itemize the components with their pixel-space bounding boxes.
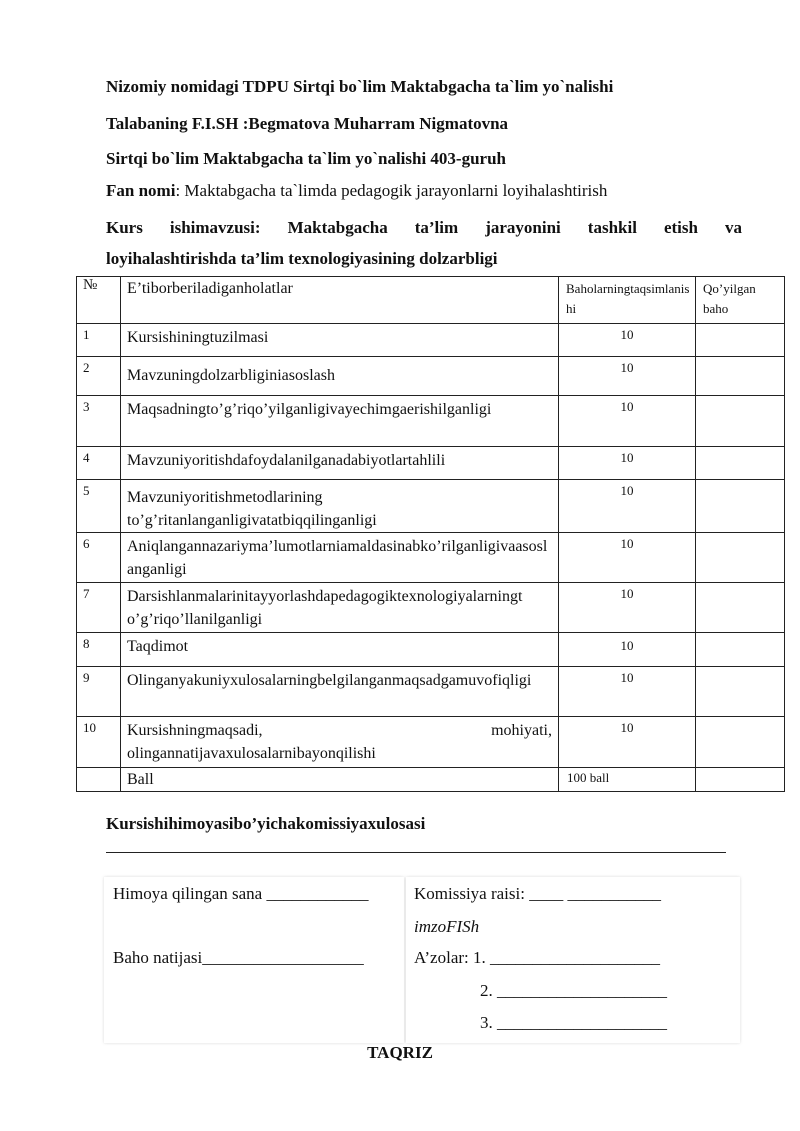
row-score: 10 [559, 396, 696, 447]
row-criteria: Darsishlanmalarinitayyorlashdapedagogiktexnologiyalarningto’g’riqo’llanilganligi [121, 583, 559, 633]
row-given-empty[interactable] [696, 717, 785, 768]
row-given-empty[interactable] [696, 357, 785, 396]
total-row [77, 768, 785, 792]
commission-box [406, 877, 740, 1043]
row-criteria-part2: mohiyati, [491, 722, 552, 739]
table-row [77, 480, 785, 533]
table-row [77, 357, 785, 396]
row-num: 6 [77, 533, 121, 583]
row-score: 10 [559, 324, 696, 357]
subject-value: : Maktabgacha ta`limda pedagogik jarayonlarni loyihalashtirish [175, 181, 608, 200]
row-criteria: Mavzuniyoritishdafoydalanilganadabiyotlartahlili [121, 447, 559, 480]
header-num: № [77, 277, 121, 324]
row-score: 10 [559, 447, 696, 480]
table-row [77, 396, 785, 447]
row-given-empty[interactable] [696, 480, 785, 533]
row-num: 8 [77, 633, 121, 667]
grade-result-field[interactable]: Baho natijasi___________________ [113, 948, 364, 967]
table-row [77, 447, 785, 480]
member-2-field[interactable]: 2. ____________________ [480, 981, 667, 1000]
row-num: 4 [77, 447, 121, 480]
commission-chair-field[interactable]: Komissiya raisi: ____ ___________ [414, 884, 661, 903]
row-criteria-part1: Kursishningmaqsadi, [127, 722, 263, 739]
row-num: 3 [77, 396, 121, 447]
row-given-empty[interactable] [696, 447, 785, 480]
group-line: Sirtqi bo`lim Maktabgacha ta`lim yo`nalishi 403-guruh [106, 149, 507, 168]
header-given: Qo’yilgan baho [696, 277, 785, 324]
total-given-empty[interactable] [696, 768, 785, 792]
table-header-row [77, 277, 785, 324]
row-score: 10 [559, 667, 696, 717]
row-given-empty[interactable] [696, 396, 785, 447]
row-criteria-line2: olingannatijavaxulosalarnibayonqilishi [127, 745, 376, 762]
row-criteria: Mavzuningdolzarbliginiasoslash [121, 357, 559, 396]
total-label: Ball [121, 768, 559, 792]
header-distribution-text: Baholarningtaqsimlanishi [566, 281, 690, 316]
review-heading: TAQRIZ [367, 1043, 433, 1062]
row-criteria: Taqdimot [121, 633, 559, 667]
row-score: 10 [559, 357, 696, 396]
grading-table [76, 276, 785, 792]
total-num-empty [77, 768, 121, 792]
row-given-empty[interactable] [696, 633, 785, 667]
header-distribution [559, 277, 696, 324]
row-score: 10 [559, 633, 696, 667]
row-criteria: Maqsadningto’g’riqo’yilganligivayechimgaerishilganligi [121, 396, 559, 447]
row-criteria [121, 717, 559, 768]
signature-hint: imzoFISh [414, 917, 480, 936]
member-1-field[interactable]: A’zolar: 1. ____________________ [414, 948, 661, 967]
row-num: 7 [77, 583, 121, 633]
topic-line-2: loyihalashtirishda ta’lim texnologiyasining dolzarbligi [106, 249, 498, 268]
header-criteria: E’tiborberiladiganholatlar [121, 277, 559, 324]
row-num: 9 [77, 667, 121, 717]
row-score: 10 [559, 480, 696, 533]
row-criteria: Aniqlangannazariyma’lumotlarniamaldasinabko’rilganligivaasoslanganligi [121, 533, 559, 583]
row-num: 5 [77, 480, 121, 533]
subject-label: Fan nomi [106, 181, 176, 200]
table-row [77, 583, 785, 633]
row-criteria-line1 [127, 719, 552, 742]
row-criteria: Kursishiningtuzilmasi [121, 324, 559, 357]
table-row [77, 324, 785, 357]
defense-info-box [104, 877, 404, 1043]
table-row [77, 533, 785, 583]
row-criteria: Mavzuniyoritishmetodlarining to’g’ritanlanganligivatatbiqqilinganligi [121, 480, 559, 533]
total-value: 100 ball [559, 768, 696, 792]
row-given-empty[interactable] [696, 583, 785, 633]
row-score: 10 [559, 533, 696, 583]
table-row [77, 667, 785, 717]
row-given-empty[interactable] [696, 324, 785, 357]
institute-line: Nizomiy nomidagi TDPU Sirtqi bo`lim Maktabgacha ta`lim yo`nalishi [106, 77, 614, 96]
row-score: 10 [559, 717, 696, 768]
row-given-empty[interactable] [696, 533, 785, 583]
member-3-field[interactable]: 3. ____________________ [480, 1013, 667, 1032]
topic-line-1: Kurs ishimavzusi: Maktabgacha ta’lim jarayonini tashkil etish va [106, 218, 742, 237]
table-row [77, 633, 785, 667]
row-num: 1 [77, 324, 121, 357]
subject-line [106, 181, 607, 201]
conclusion-blank-line[interactable] [106, 852, 726, 853]
student-name-line: Talabaning F.I.SH :Begmatova Muharram Nigmatovna [106, 114, 509, 133]
row-num: 10 [77, 717, 121, 768]
table-row [77, 717, 785, 768]
row-num: 2 [77, 357, 121, 396]
row-score: 10 [559, 583, 696, 633]
defense-date-field[interactable]: Himoya qilingan sana ____________ [113, 884, 369, 903]
commission-conclusion-title: Kursishihimoyasibo’yichakomissiyaxulosasi [106, 814, 426, 833]
row-given-empty[interactable] [696, 667, 785, 717]
row-criteria: Olinganyakuniyxulosalarningbelgilanganmaqsadgamuvofiqligi [121, 667, 559, 717]
